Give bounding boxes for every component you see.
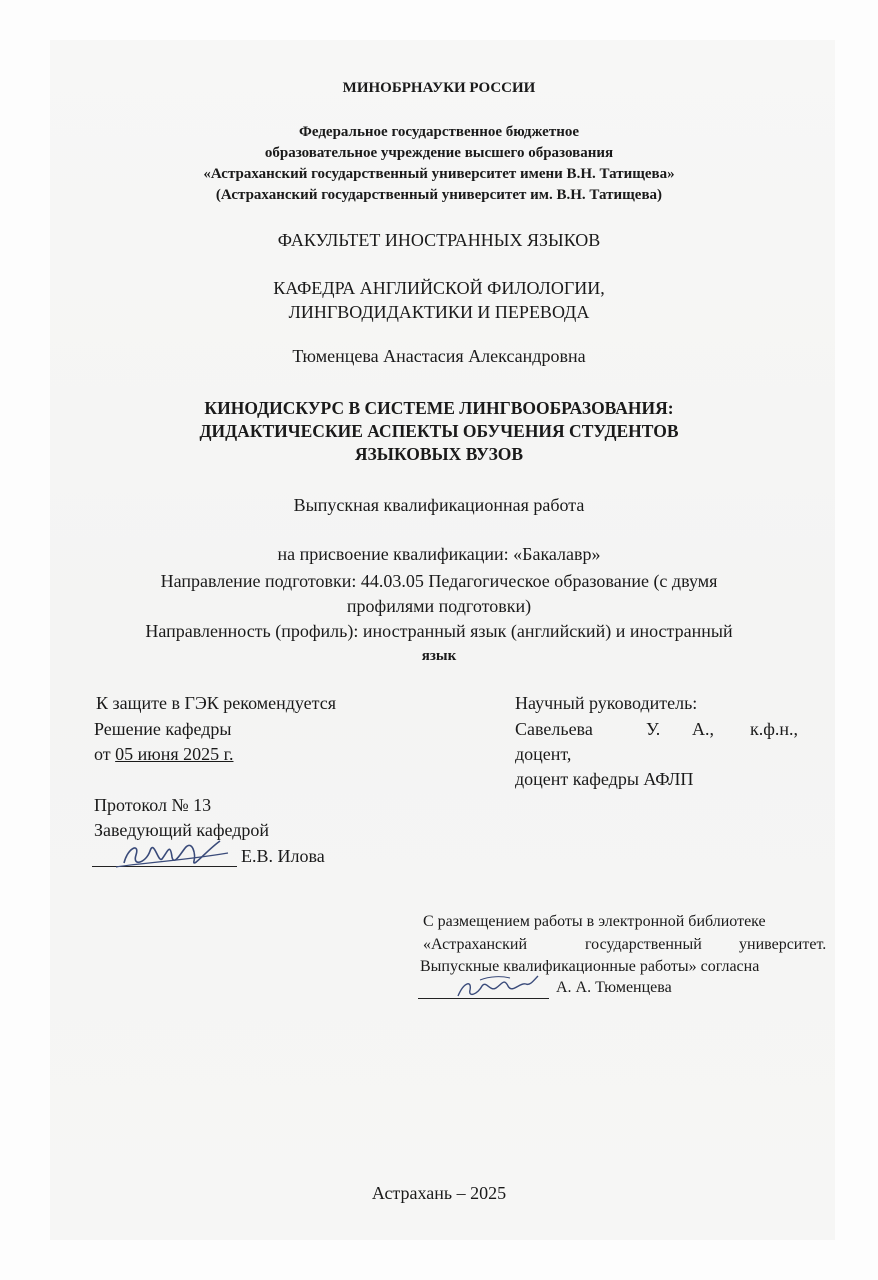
supervisor-position-1: доцент,: [515, 744, 572, 764]
head-of-department-label: Заведующий кафедрой: [94, 820, 270, 840]
thesis-title-line-2: ДИДАКТИЧЕСКИЕ АСПЕКТЫ ОБУЧЕНИЯ СТУДЕНТОВ: [199, 421, 679, 441]
org-line-1: Федеральное государственное бюджетное: [298, 124, 580, 140]
department-line-1: КАФЕДРА АНГЛИЙСКОЙ ФИЛОЛОГИИ,: [273, 278, 605, 298]
department-decision: Решение кафедры: [94, 719, 232, 739]
direction-line-1: Направление подготовки: 44.03.05 Педагогическое образование (с двумя: [160, 571, 718, 591]
decision-date: 05 июня 2025 г.: [115, 744, 234, 764]
qualification: на присвоение квалификации: «Бакалавр»: [277, 544, 601, 564]
profile-line-1: Направленность (профиль): иностранный язык (английский) и иностранный: [145, 621, 733, 641]
department-line-2: ЛИНГВОДИДАКТИКИ И ПЕРЕВОДА: [288, 302, 590, 322]
consent-line-2c: университет.: [739, 936, 827, 953]
protocol-number: Протокол № 13: [94, 795, 212, 815]
consent-line-2b: государственный: [585, 936, 702, 953]
supervisor-surname: Савельева: [515, 719, 593, 739]
direction-line-2: профилями подготовки): [346, 596, 532, 616]
thesis-title-line-3: ЯЗЫКОВЫХ ВУЗОВ: [354, 444, 524, 464]
city-year: Астрахань – 2025: [371, 1183, 507, 1203]
ministry-heading: МИНОБРНАУКИ РОССИИ: [342, 80, 536, 96]
author-name: Тюменцева Анастасия Александровна: [292, 346, 586, 366]
org-line-4: (Астраханский государственный университет им. В.Н. Татищева): [215, 187, 663, 203]
author-signer-name: А. А. Тюменцева: [556, 979, 672, 996]
author-signature: [450, 972, 545, 1004]
recommendation-label: К защите в ГЭК рекомендуется: [96, 693, 337, 713]
work-type: Выпускная квалификационная работа: [293, 495, 585, 515]
head-signature: [110, 833, 235, 875]
org-line-2: образовательное учреждение высшего образования: [264, 145, 614, 161]
head-name: Е.В. Илова: [241, 846, 325, 866]
supervisor-initial-a: А.,: [692, 719, 714, 739]
date-prefix: от: [94, 744, 111, 764]
decision-date-line: [94, 744, 234, 765]
consent-line-2a: «Астраханский: [423, 936, 527, 953]
supervisor-degree: к.ф.н.,: [750, 719, 799, 739]
consent-line-1: С размещением работы в электронной библиотеке: [423, 913, 766, 930]
supervisor-label: Научный руководитель:: [515, 693, 698, 713]
consent-line-3: Выпускные квалификационные работы» согласна: [420, 958, 760, 975]
supervisor-initial-u: У.: [646, 719, 661, 739]
org-line-3: «Астраханский государственный университет имени В.Н. Татищева»: [203, 166, 675, 182]
supervisor-position-2: доцент кафедры АФЛП: [515, 769, 694, 789]
profile-line-2: язык: [421, 648, 457, 664]
faculty-name: ФАКУЛЬТЕТ ИНОСТРАННЫХ ЯЗЫКОВ: [277, 230, 601, 250]
thesis-title-line-1: КИНОДИСКУРС В СИСТЕМЕ ЛИНГВООБРАЗОВАНИЯ:: [204, 398, 674, 418]
